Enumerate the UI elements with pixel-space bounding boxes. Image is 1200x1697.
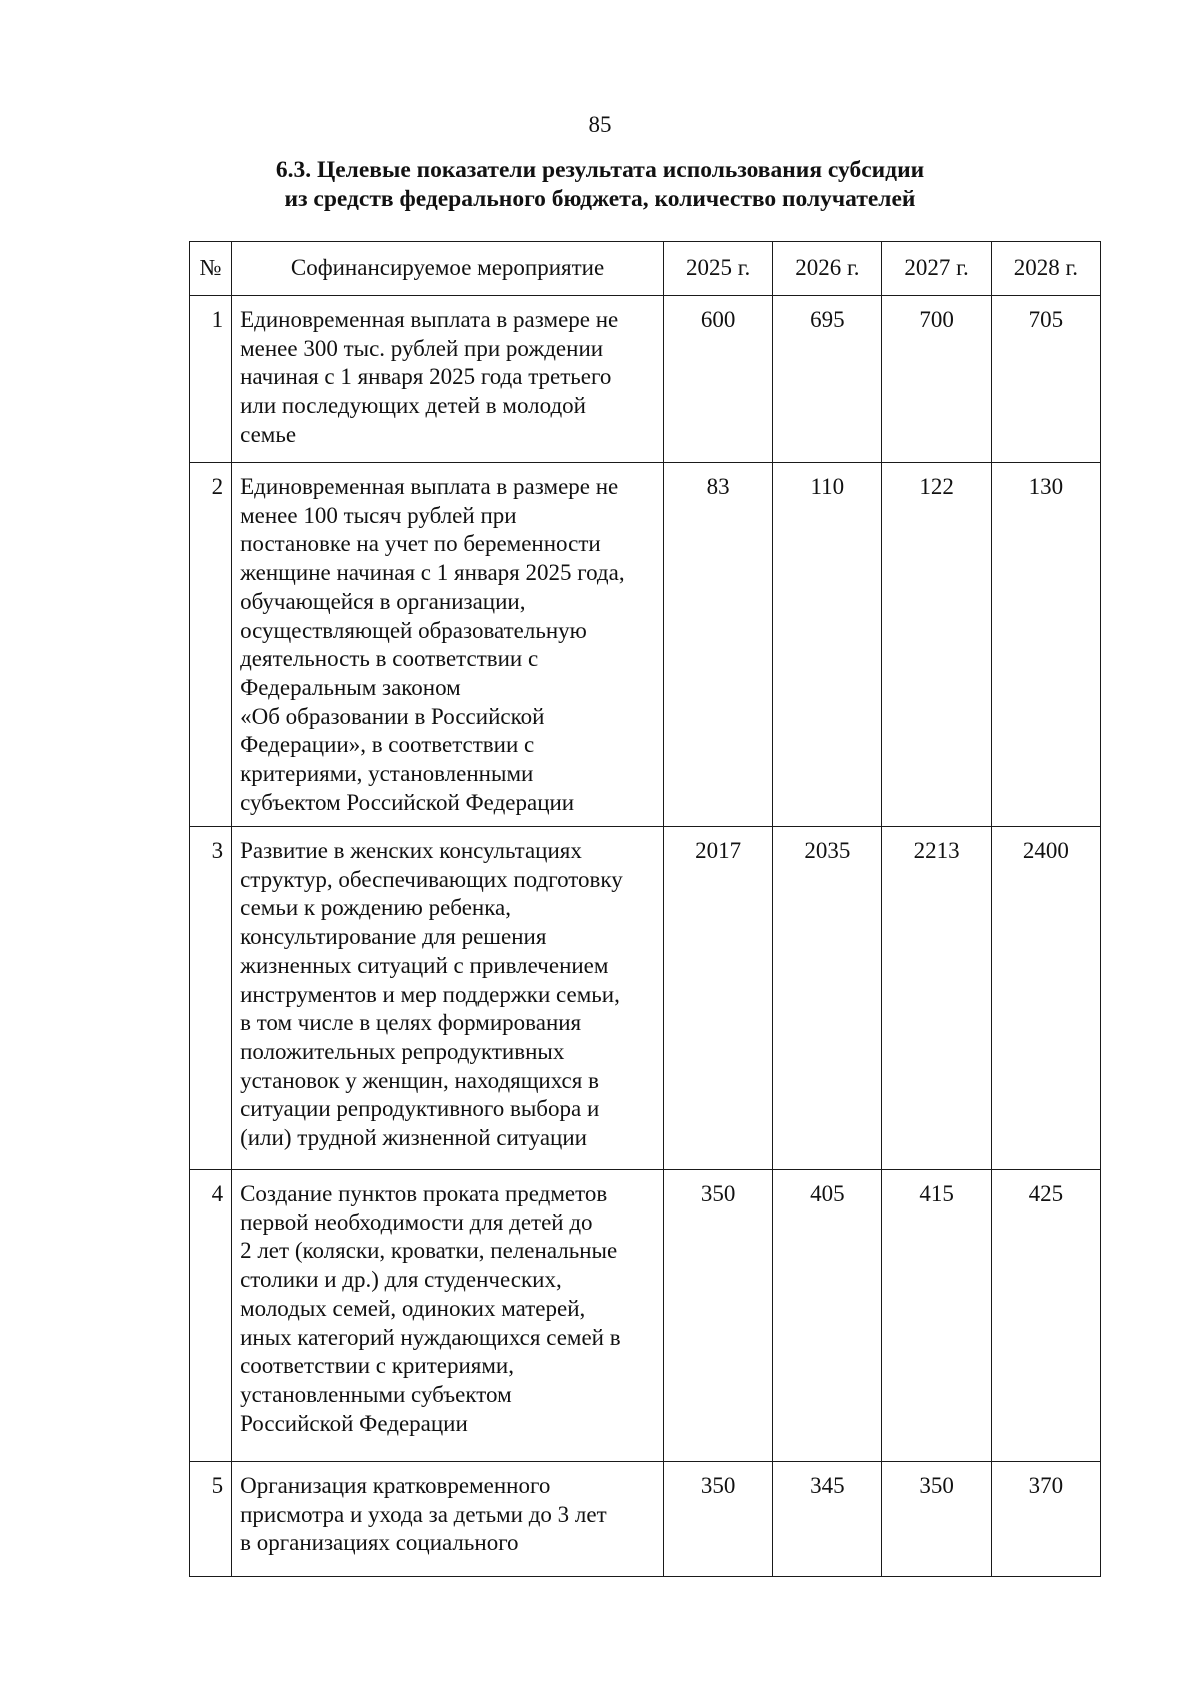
header-year-2028: 2028 г. bbox=[991, 242, 1100, 296]
activity-line: обучающейся в организации, bbox=[240, 588, 526, 614]
activity-line: молодых семей, одиноких матерей, bbox=[240, 1295, 586, 1321]
section-title-line-1: 6.3. Целевые показатели результата использования субсидии bbox=[275, 157, 925, 183]
page-number: 85 bbox=[588, 112, 612, 137]
section-title bbox=[0, 156, 1200, 214]
value-2025: 83 bbox=[664, 463, 773, 827]
value-2026: 2035 bbox=[773, 827, 882, 1170]
activity-line: установленными субъектом bbox=[240, 1381, 512, 1407]
header-year-2026: 2026 г. bbox=[773, 242, 882, 296]
value-2027: 415 bbox=[882, 1170, 991, 1462]
activity-line: Единовременная выплата в размере не bbox=[240, 474, 619, 499]
activity-line: постановке на учет по беременности bbox=[240, 531, 601, 557]
activity-line: деятельность в соответствии с bbox=[240, 646, 539, 672]
activity-line: первой необходимости для детей до bbox=[240, 1209, 593, 1235]
value-2025: 2017 bbox=[664, 827, 773, 1170]
activity-line: консультирование для решения bbox=[240, 924, 547, 950]
row-number: 4 bbox=[190, 1170, 232, 1462]
activity-line: 2 лет (коляски, кроватки, пеленальные bbox=[240, 1238, 618, 1264]
activity-line: или последующих детей в молодой bbox=[240, 393, 586, 419]
activity-line: Федерации», в соответствии с bbox=[240, 732, 535, 758]
activity-line: Создание пунктов проката предметов bbox=[240, 1181, 608, 1206]
row-number: 3 bbox=[190, 827, 232, 1170]
activity-line: ситуации репродуктивного выбора и bbox=[240, 1096, 600, 1122]
value-2028: 2400 bbox=[991, 827, 1100, 1170]
row-number: 2 bbox=[190, 463, 232, 827]
activity-line: Единовременная выплата в размере не bbox=[240, 307, 619, 332]
value-2028: 370 bbox=[991, 1462, 1100, 1577]
activity-line: Организация кратковременного bbox=[240, 1473, 551, 1498]
section-title-line-2: из средств федерального бюджета, количество получателей bbox=[284, 186, 916, 212]
activity-cell bbox=[232, 1170, 664, 1462]
activity-line: положительных репродуктивных bbox=[240, 1038, 565, 1064]
activity-line: столики и др.) для студенческих, bbox=[240, 1267, 562, 1293]
value-2025: 350 bbox=[664, 1170, 773, 1462]
activity-cell bbox=[232, 463, 664, 827]
value-2026: 695 bbox=[773, 296, 882, 463]
activity-line: иных категорий нуждающихся семей в bbox=[240, 1324, 621, 1350]
value-2026: 405 bbox=[773, 1170, 882, 1462]
activity-line: субъектом Российской Федерации bbox=[240, 789, 575, 815]
header-number: № bbox=[190, 242, 232, 296]
activity-line: менее 100 тысяч рублей при bbox=[240, 502, 517, 528]
activity-line: установок у женщин, находящихся в bbox=[240, 1067, 599, 1093]
table-row bbox=[190, 463, 1101, 827]
activity-line: женщине начиная с 1 января 2025 года, bbox=[240, 560, 625, 586]
header-activity: Софинансируемое мероприятие bbox=[232, 242, 664, 296]
header-year-2025: 2025 г. bbox=[664, 242, 773, 296]
value-2025: 600 bbox=[664, 296, 773, 463]
activity-line: присмотра и ухода за детьми до 3 лет bbox=[240, 1501, 607, 1527]
value-2026: 345 bbox=[773, 1462, 882, 1577]
table-row bbox=[190, 1462, 1101, 1577]
activity-line: Федеральным законом bbox=[240, 674, 461, 700]
table-header-row bbox=[190, 242, 1101, 296]
value-2027: 122 bbox=[882, 463, 991, 827]
activity-line: соответствии с критериями, bbox=[240, 1353, 514, 1379]
activity-cell bbox=[232, 1462, 664, 1577]
value-2026: 110 bbox=[773, 463, 882, 827]
value-2028: 705 bbox=[991, 296, 1100, 463]
activity-line: инструментов и мер поддержки семьи, bbox=[240, 981, 620, 1007]
activity-line: в том числе в целях формирования bbox=[240, 1010, 582, 1036]
table-row bbox=[190, 296, 1101, 463]
activity-cell bbox=[232, 296, 664, 463]
table-row bbox=[190, 827, 1101, 1170]
indicators-table bbox=[189, 241, 1101, 1577]
value-2027: 350 bbox=[882, 1462, 991, 1577]
activity-line: критериями, установленными bbox=[240, 761, 534, 787]
value-2028: 130 bbox=[991, 463, 1100, 827]
table-row bbox=[190, 1170, 1101, 1462]
activity-line: семье bbox=[240, 421, 297, 447]
row-number: 5 bbox=[190, 1462, 232, 1577]
value-2027: 700 bbox=[882, 296, 991, 463]
activity-line: в организациях социального bbox=[240, 1530, 519, 1556]
header-year-2027: 2027 г. bbox=[882, 242, 991, 296]
row-number: 1 bbox=[190, 296, 232, 463]
activity-line: «Об образовании в Российской bbox=[240, 703, 545, 729]
activity-line: Развитие в женских консультациях bbox=[240, 838, 582, 863]
activity-line: начиная с 1 января 2025 года третьего bbox=[240, 364, 612, 390]
activity-cell bbox=[232, 827, 664, 1170]
activity-line: Российской Федерации bbox=[240, 1410, 468, 1436]
value-2025: 350 bbox=[664, 1462, 773, 1577]
activity-line: менее 300 тыс. рублей при рождении bbox=[240, 335, 604, 361]
activity-line: семьи к рождению ребенка, bbox=[240, 895, 511, 921]
activity-line: структур, обеспечивающих подготовку bbox=[240, 866, 623, 892]
activity-line: (или) трудной жизненной ситуации bbox=[240, 1125, 587, 1151]
value-2028: 425 bbox=[991, 1170, 1100, 1462]
value-2027: 2213 bbox=[882, 827, 991, 1170]
activity-line: жизненных ситуаций с привлечением bbox=[240, 952, 609, 978]
activity-line: осуществляющей образовательную bbox=[240, 617, 587, 643]
